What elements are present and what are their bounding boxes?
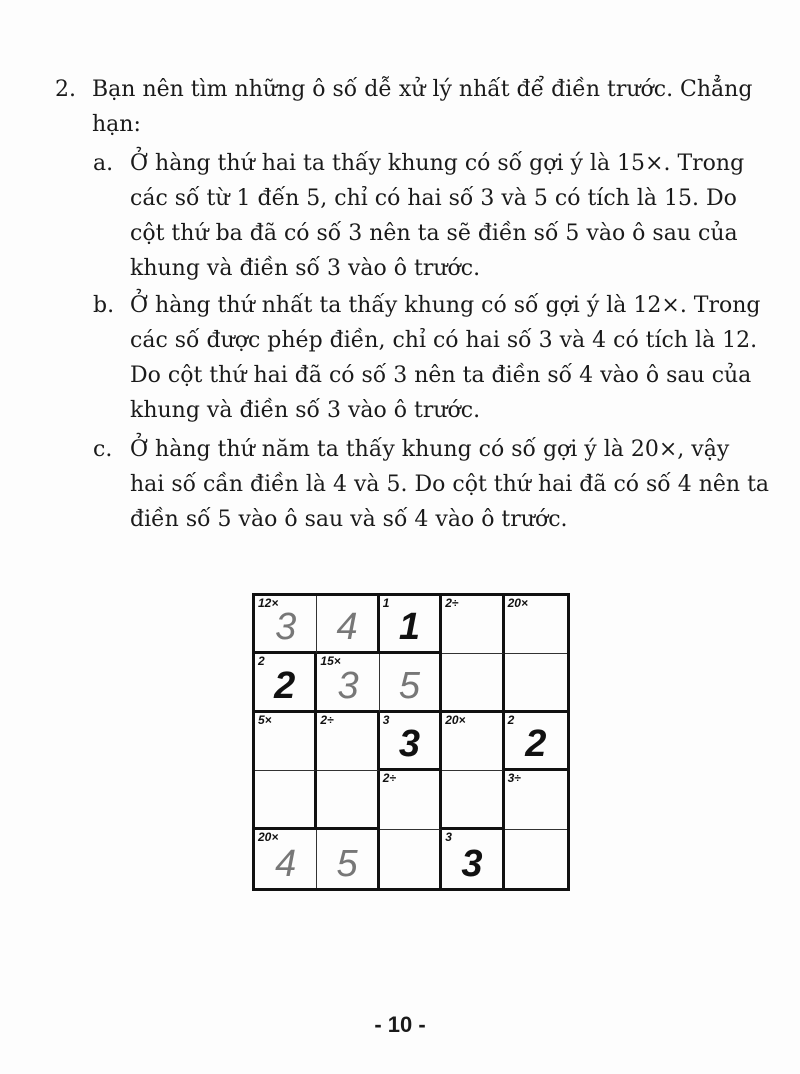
grid-cell — [317, 771, 379, 829]
cage-clue: 15× — [320, 654, 341, 669]
cell-value: 5 — [336, 842, 358, 885]
grid-cell — [442, 596, 504, 654]
cage-clue: 2 — [507, 712, 515, 727]
cage-clue: 12× — [258, 596, 279, 610]
cell-value: 4 — [336, 606, 358, 649]
grid-cell — [505, 830, 567, 888]
grid-cell — [380, 654, 442, 712]
cage-clue: 20× — [507, 596, 528, 610]
grid-cell — [505, 771, 567, 829]
grid-cell — [380, 596, 442, 654]
item-text: Ở hàng thứ năm ta thấy khung có số gợi ý là 20×, vậy hai số cần điền là 4 và 5. Do cột thứ hai đã có số 4 nên ta điền số 5 vào ô sau và số 4 vào ô trước. — [130, 437, 770, 532]
cage-clue: 2÷ — [445, 596, 459, 610]
grid-cell — [380, 713, 442, 771]
cage-clue: 1 — [382, 596, 390, 610]
grid-cell — [317, 654, 379, 712]
grid-cell — [505, 596, 567, 654]
cage-clue: 5× — [258, 712, 272, 727]
cage-clue: 2÷ — [382, 771, 397, 786]
cell-value: 3 — [461, 842, 483, 885]
cell-value: 4 — [275, 842, 297, 885]
item-label: a. — [93, 151, 114, 176]
cage-clue: 3÷ — [507, 771, 521, 786]
kenken-puzzle-grid — [252, 593, 570, 891]
cage-clue: 3 — [445, 829, 452, 844]
cell-value: 2 — [274, 664, 296, 707]
page-number: - 10 - — [374, 1012, 426, 1037]
cell-value: 3 — [337, 664, 359, 707]
grid-cell — [505, 654, 567, 712]
cell-value: 3 — [275, 606, 297, 649]
grid-cell — [380, 830, 442, 888]
grid-cell — [505, 713, 567, 771]
item-text: Ở hàng thứ hai ta thấy khung có số gợi ý là 15×. Trong các số từ 1 đến 5, chỉ có hai số 3 và 5 có tích là 15. Do cột thứ ba đã có số 3 nên ta sẽ điền số 5 vào ô sau của khung và điền số 3 vào ô trước. — [130, 151, 745, 281]
grid-cell — [442, 830, 504, 888]
grid-cell — [442, 713, 504, 771]
grid-cell — [255, 713, 317, 771]
item-label: c. — [93, 437, 113, 462]
cage-clue: 2 — [258, 654, 265, 669]
grid-cell — [255, 830, 317, 888]
step-text: Bạn nên tìm những ô số dễ xử lý nhất để điền trước. Chẳng hạn: — [92, 77, 753, 137]
cell-value: 2 — [525, 723, 547, 766]
cell-value: 1 — [398, 606, 421, 649]
grid-cell — [255, 596, 317, 654]
grid-cell — [442, 771, 504, 829]
cage-clue: 20× — [445, 712, 466, 727]
grid-cell — [317, 830, 379, 888]
grid-cell — [380, 771, 442, 829]
cell-value: 5 — [398, 664, 421, 707]
grid-cell — [317, 596, 379, 654]
cage-clue: 2÷ — [320, 712, 334, 727]
grid-cell — [442, 654, 504, 712]
grid-cell — [255, 771, 317, 829]
item-label: b. — [93, 293, 115, 318]
cage-clue: 3 — [382, 712, 390, 727]
grid-cell — [317, 713, 379, 771]
cage-clue: 20× — [258, 829, 279, 844]
grid-cell — [255, 654, 317, 712]
item-text: Ở hàng thứ nhất ta thấy khung có số gợi ý là 12×. Trong các số được phép điền, chỉ có hai số 3 và 4 có tích là 12. Do cột thứ hai đã có số 3 nên ta điền số 4 vào ô sau của khung và điền số 3 vào ô trước. — [130, 293, 761, 423]
cell-value: 3 — [398, 723, 421, 766]
step-number: 2. — [55, 77, 76, 102]
